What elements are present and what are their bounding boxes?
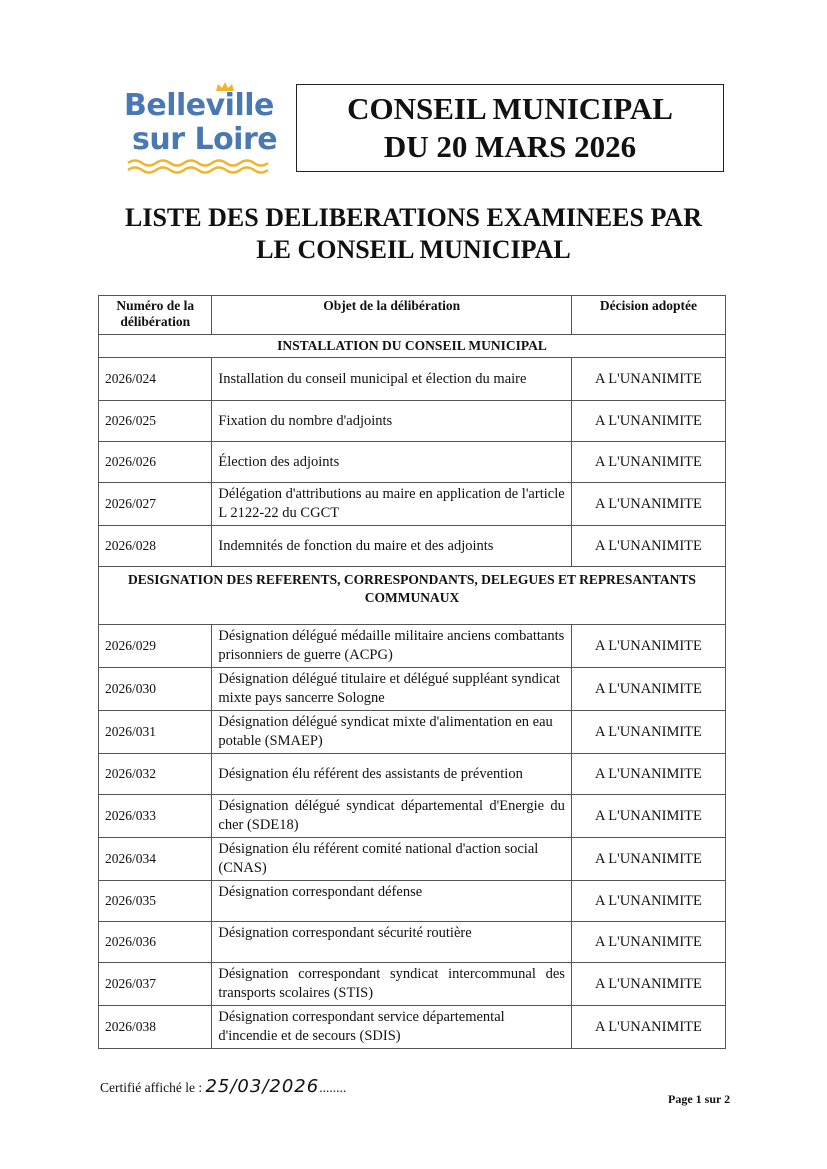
delib-subject: Désignation délégué titulaire et délégué suppléant syndicat mixte pays sancerre Sologne xyxy=(212,668,572,711)
section-title: INSTALLATION DU CONSEIL MUNICIPAL xyxy=(99,335,726,358)
header-subject: Objet de la délibération xyxy=(212,296,572,335)
delib-number: 2026/024 xyxy=(99,358,212,401)
delib-subject: Élection des adjoints xyxy=(212,442,572,483)
delib-subject: Délégation d'attributions au maire en application de l'article L 2122-22 du CGCT xyxy=(212,483,572,526)
table-row xyxy=(99,881,726,922)
table-row xyxy=(99,358,726,401)
delib-subject: Désignation correspondant syndicat intercommunal des transports scolaires (STIS) xyxy=(212,963,572,1006)
page-number: Page 1 sur 2 xyxy=(668,1092,731,1106)
delib-decision: A L'UNANIMITE xyxy=(571,795,725,838)
meeting-title: CONSEIL MUNICIPAL xyxy=(347,91,673,126)
deliberations-table xyxy=(98,295,726,1049)
table-row xyxy=(99,526,726,567)
table-row xyxy=(99,1006,726,1049)
header-decision: Décision adoptée xyxy=(571,296,725,335)
delib-decision: A L'UNANIMITE xyxy=(571,442,725,483)
certification-date: 25/03/2026 xyxy=(205,1076,320,1097)
delib-subject: Désignation délégué médaille militaire anciens combattants prisonniers de guerre (ACPG) xyxy=(212,625,572,668)
delib-number: 2026/036 xyxy=(99,922,212,963)
delib-decision: A L'UNANIMITE xyxy=(571,838,725,881)
table-row xyxy=(99,668,726,711)
table-row xyxy=(99,838,726,881)
delib-subject: Désignation correspondant sécurité routière xyxy=(212,922,572,963)
delib-number: 2026/031 xyxy=(99,711,212,754)
delib-number: 2026/035 xyxy=(99,881,212,922)
delib-subject: Indemnités de fonction du maire et des adjoints xyxy=(212,526,572,567)
delib-subject: Désignation élu référent des assistants de prévention xyxy=(212,754,572,795)
delib-subject: Installation du conseil municipal et élection du maire xyxy=(212,358,572,401)
table-row xyxy=(99,401,726,442)
delib-number: 2026/034 xyxy=(99,838,212,881)
delib-decision: A L'UNANIMITE xyxy=(571,922,725,963)
delib-subject: Désignation élu référent comité national d'action social (CNAS) xyxy=(212,838,572,881)
certification-line xyxy=(100,1076,346,1097)
delib-decision: A L'UNANIMITE xyxy=(571,881,725,922)
logo-line2: sur Loire xyxy=(132,122,278,157)
table-row xyxy=(99,625,726,668)
table-header-row xyxy=(99,296,726,335)
delib-subject: Désignation délégué syndicat départemental d'Energie du cher (SDE18) xyxy=(212,795,572,838)
delib-number: 2026/038 xyxy=(99,1006,212,1049)
delib-number: 2026/033 xyxy=(99,795,212,838)
section-row xyxy=(99,335,726,358)
page-title-line2: LE CONSEIL MUNICIPAL xyxy=(256,235,571,264)
delib-subject: Désignation correspondant service départemental d'incendie et de secours (SDIS) xyxy=(212,1006,572,1049)
delib-decision: A L'UNANIMITE xyxy=(571,358,725,401)
page-title xyxy=(60,202,767,266)
delib-number: 2026/030 xyxy=(99,668,212,711)
delib-decision: A L'UNANIMITE xyxy=(571,625,725,668)
delib-number: 2026/025 xyxy=(99,401,212,442)
table-row xyxy=(99,795,726,838)
page-title-line1: LISTE DES DELIBERATIONS EXAMINEES PAR xyxy=(125,203,702,232)
delib-decision: A L'UNANIMITE xyxy=(571,668,725,711)
table-row xyxy=(99,442,726,483)
logo xyxy=(120,88,280,178)
meeting-date: DU 20 MARS 2026 xyxy=(383,129,637,164)
delib-decision: A L'UNANIMITE xyxy=(571,401,725,442)
delib-decision: A L'UNANIMITE xyxy=(571,483,725,526)
certification-label: Certifié affiché le : xyxy=(100,1080,203,1095)
delib-number: 2026/029 xyxy=(99,625,212,668)
certification-dots: ........ xyxy=(319,1080,347,1095)
logo-line1: Belleville xyxy=(124,88,274,123)
table-row xyxy=(99,922,726,963)
waves-icon xyxy=(126,158,276,174)
delib-decision: A L'UNANIMITE xyxy=(571,754,725,795)
delib-subject: Désignation délégué syndicat mixte d'alimentation en eau potable (SMAEP) xyxy=(212,711,572,754)
table-row xyxy=(99,483,726,526)
delib-decision: A L'UNANIMITE xyxy=(571,963,725,1006)
table-row xyxy=(99,963,726,1006)
delib-number: 2026/028 xyxy=(99,526,212,567)
delib-number: 2026/037 xyxy=(99,963,212,1006)
table-row xyxy=(99,754,726,795)
delib-number: 2026/026 xyxy=(99,442,212,483)
delib-decision: A L'UNANIMITE xyxy=(571,711,725,754)
section-title: DESIGNATION DES REFERENTS, CORRESPONDANTS, DELEGUES ET REPRESANTANTS COMMUNAUX xyxy=(99,567,726,625)
table-row xyxy=(99,711,726,754)
section-row xyxy=(99,567,726,625)
delib-subject: Fixation du nombre d'adjoints xyxy=(212,401,572,442)
header-number: Numéro de la délibération xyxy=(99,296,212,335)
delib-subject: Désignation correspondant défense xyxy=(212,881,572,922)
delib-decision: A L'UNANIMITE xyxy=(571,1006,725,1049)
delib-number: 2026/027 xyxy=(99,483,212,526)
meeting-title-box xyxy=(296,84,724,172)
delib-number: 2026/032 xyxy=(99,754,212,795)
delib-decision: A L'UNANIMITE xyxy=(571,526,725,567)
